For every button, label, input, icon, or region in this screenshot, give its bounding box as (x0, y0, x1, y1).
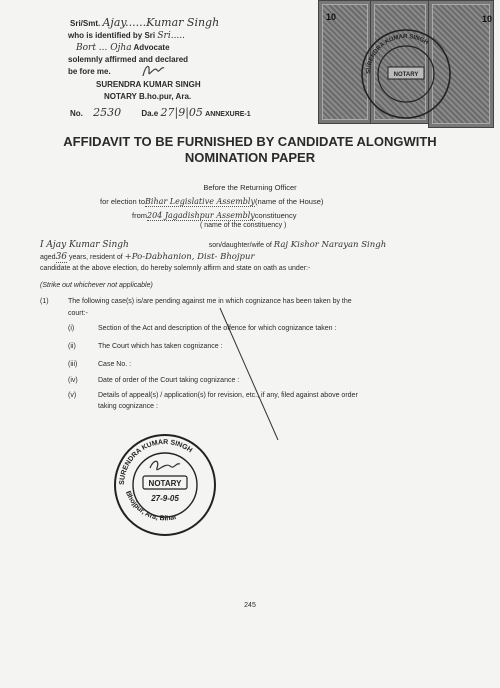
candidate-statement: candidate at the above election, do hereby solemnly affirm and state on oath as under:- (40, 265, 311, 272)
affirmation-line-4: solemnly affirmed and declared (68, 55, 189, 64)
subitem-ii-text: The Court which has taken cognizance : (98, 343, 223, 350)
item-1-number: (1) (40, 298, 49, 305)
svg-text:27-9-05: 27-9-05 (151, 494, 179, 503)
strike-out-note: (Strike out whichever not applicable) (40, 282, 153, 289)
page-number: 245 (244, 602, 256, 609)
stamp-value-1: 10 (326, 12, 337, 22)
deponent-name-handwritten: Ajay......Kumar Singh (102, 16, 220, 29)
svg-text:NOTARY: NOTARY (148, 479, 182, 488)
affirmation-line-5: be fore me. (68, 67, 111, 76)
subitem-iii-text: Case No. : (98, 361, 132, 368)
item-1-text: The following case(s) is/are pending against me in which cognizance has been taken by the (68, 298, 352, 305)
identifier-name-handwritten: Bort ... Ojha (76, 43, 132, 53)
notary-register-line: No. 2530 Da.e 27|9|05 ANNEXURE-1 (70, 106, 251, 119)
svg-text:NOTARY: NOTARY (393, 72, 419, 78)
notary-name: SURENDRA KUMAR SINGH (96, 80, 201, 89)
deponent-name-field: I Ajay Kumar Singh (40, 240, 129, 250)
subitem-iv-number: (iv) (68, 377, 78, 384)
before-returning-officer: Before the Returning Officer (203, 183, 297, 192)
subitem-v-text: Details of appeal(s) / application(s) for revision, etc., if any, filed against above order (98, 392, 358, 399)
subitem-i-text: Section of the Act and description of the offence for which cognizance taken : (98, 325, 337, 332)
subitem-v-text-cont: taking cognizance : (98, 403, 158, 410)
affirmation-line-3: Bort ... Ojha Advocate (76, 43, 170, 53)
subitem-v-number: (v) (68, 392, 77, 399)
subitem-i-number: (i) (68, 325, 75, 332)
affirmation-line-2: who is identified by Sri Sri..... (68, 31, 186, 41)
item-1-text-cont: court:- (68, 310, 88, 317)
document-title-line-1: AFFIDAVIT TO BE FURNISHED BY CANDIDATE ALONGWITH (63, 134, 437, 149)
notary-place: NOTARY B.ho.pur, Ara. (104, 92, 192, 101)
subitem-ii-number: (ii) (68, 343, 76, 350)
svg-text:SURENDRA KUMAR SINGH: SURENDRA KUMAR SINGH (118, 438, 194, 486)
residence-field: +Po-Dabhanion, Dist- Bhojpur (124, 252, 255, 262)
constituency-note: ( name of the constituency ) (200, 222, 287, 229)
father-name-field: Raj Kishor Narayan Singh (273, 240, 387, 250)
subitem-iii-number: (iii) (68, 361, 78, 368)
deponent-line-2: aged36 years, resident of +Po-Dabhanion, Dist- Bhojpur (40, 252, 255, 262)
subitem-iv-text: Date of order of the Court taking cognizance : (98, 377, 240, 384)
svg-text:SURENDRA KUMAR SINGH: SURENDRA KUMAR SINGH (365, 33, 429, 75)
bottom-notary-seal (110, 430, 220, 540)
deponent-line-1: I Ajay Kumar Singh son/daughter/wife of Raj Kishor Narayan Singh (40, 240, 387, 250)
constituency-line: from204 Jagadishpur Assemblyconstituency (132, 211, 297, 220)
svg-text:Bhojpur, Ara, Bihar: Bhojpur, Ara, Bihar (124, 490, 178, 523)
document-title-line-2: NOMINATION PAPER (184, 150, 316, 165)
age-field: 36 (55, 252, 68, 262)
stamp-value-3: 10 (482, 14, 493, 24)
election-line: for election toBihar Legislative Assembly(name of the House) (100, 197, 324, 206)
affirmation-line-1: Sri/Smt. Ajay......Kumar Singh (70, 16, 220, 29)
